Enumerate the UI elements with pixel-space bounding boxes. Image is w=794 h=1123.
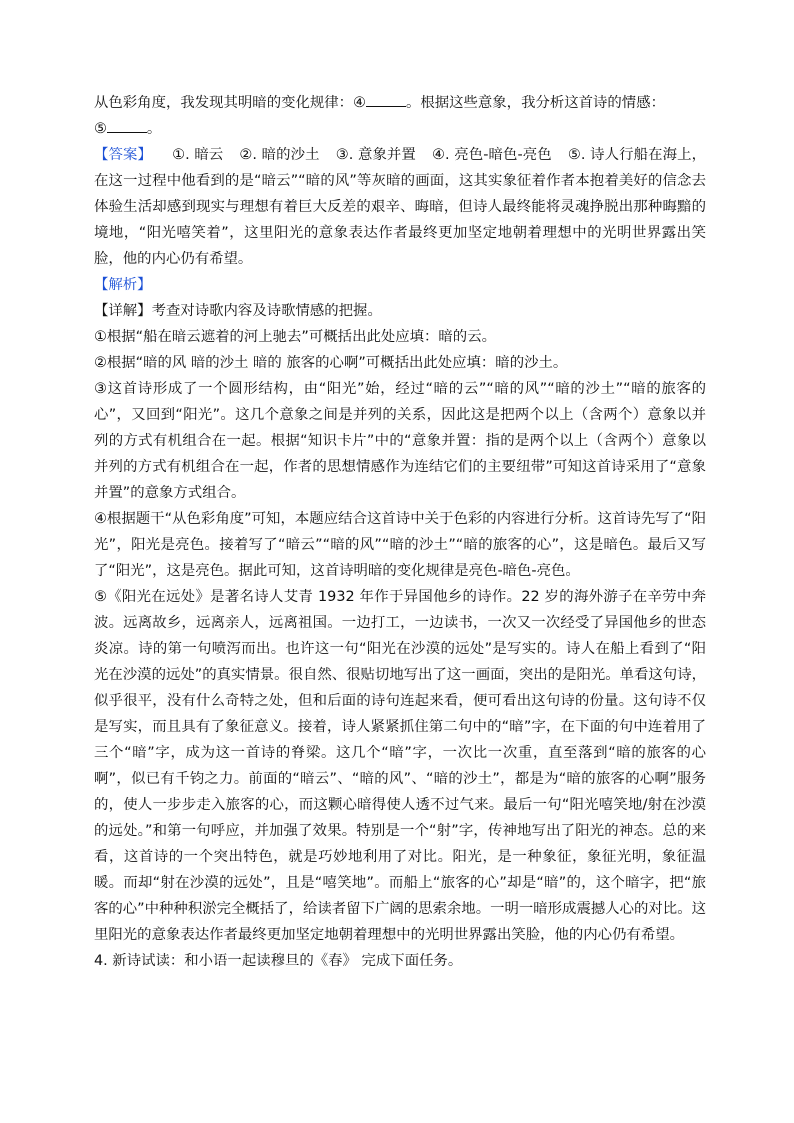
answer-item-2: ②. 暗的沙土 [239, 147, 320, 163]
analysis-point-3: ③这首诗形成了一个圆形结构，由“阳光”始，经过“暗的云”“暗的风”“暗的沙土”“暗的旅客的心”，又回到“阳光”。这几个意象之间是并列的关系，因此这是把两个以上（含两个）意象以并列的方式有机组合在一起。根据“知识卡片”中的“意象并置：指的是两个以上（含两个）意象以并列的方式有机组合在一起，作者的思想情感作为连结它们的主要纽带”可知这首诗采用了“意象并置”的意象方式组合。 [94, 381, 706, 501]
answer-tag: 【答案】 [94, 147, 152, 163]
document-page [94, 90, 706, 974]
answer-item-5: ⑤. 诗人行 [567, 147, 634, 163]
detail-tag: 【详解】 [94, 303, 152, 319]
answer-paragraph [94, 142, 706, 272]
next-question: 4. 新诗试读：和小语一起读穆旦的《春》 完成下面任务。 [94, 953, 463, 969]
circle-5: ⑤ [94, 121, 107, 137]
intro-end-5: 。 [146, 121, 162, 137]
intro-text-2: 。根据这些意象，我分析这首诗的情感： [405, 95, 665, 111]
answer-text: 船在海上，在这一过程中他看到的是“暗云”“暗的风”等灰暗的画面，这其实象征着作者本抱着美好的信念去体验生活却感到现实与理想有着巨大反差的艰辛、晦暗，但诗人最终能将灵魂挣脱出那种晦黯的境地，“阳光嘻笑着”，这里阳光的意象表达作者最终更加坚定地朝着理想中的光明世界露出笑脸，他的内心仍有希望。 [94, 147, 706, 267]
analysis-point-4: ④根据题干“从色彩角度”可知，本题应结合这首诗中关于色彩的内容进行分析。这首诗先写了“阳光”，阳光是亮色。接着写了“暗云”“暗的风”“暗的沙土”“暗的旅客的心”，这是暗色。最后又写了“阳光”，这是亮色。据此可知，这首诗明暗的变化规律是亮色-暗色-亮色。 [94, 511, 706, 579]
blank-5 [107, 118, 147, 133]
analysis-point-5: ⑤《阳光在远处》是著名诗人艾青 1932 年作于异国他乡的诗作。22 岁的海外游子在辛劳中奔波。远离故乡，远离亲人，远离祖国。一边打工，一边读书，一次又一次经受了异国他乡的世态炎凉。诗的第一句喷泻而出。也许这一句“阳光在沙漠的远处”是写实的。诗人在船上看到了“阳光在沙漠的远处”的真实情景。很自然、很贴切地写出了这一画面，突出的是阳光。单看这句诗，似乎很平，没有什么奇特之处，但和后面的诗句连起来看，便可看出这句诗的份量。这句诗不仅是写实，而且具有了象征意义。接着，诗人紧紧抓住第二句中的“暗”字，在下面的句中连着用了三个“暗”字，成为这一首诗的脊梁。这几个“暗”字，一次比一次重，直至落到“暗的旅客的心啊”，似已有千钧之力。前面的“暗云”、“暗的风”、“暗的沙土”，都是为“暗的旅客的心啊”服务的，使人一步步走入旅客的心，而这颗心暗得使人透不过气来。最后一句“阳光嘻笑地/射在沙漠的远处。”和第一句呼应，并加强了效果。特别是一个“射”字，传神地写出了阳光的神态。总的来看，这首诗的一个突出特色，就是巧妙地利用了对比。阳光，是一种象征，象征光明，象征温暖。而却“射在沙漠的远处”，且是“嘻笑地”。而船上“旅客的心”却是“暗”的，这个暗字，把“旅客的心”中种种积淤完全概括了，给读者留下广阔的思索余地。一明一暗形成震撼人心的对比。这里阳光的意象表达作者最终更加坚定地朝着理想中的光明世界露出笑脸，他的内心仍有希望。 [94, 589, 706, 943]
analysis-point-2: ②根据“暗的风 暗的沙土 暗的 旅客的心啊”可概括出此处应填：暗的沙土。 [94, 355, 568, 371]
intro-line [94, 90, 706, 116]
analysis-point-1: ①根据“船在暗云遮着的河上驰去”可概括出此处应填：暗的云。 [94, 329, 496, 345]
intro-line-5 [94, 116, 706, 142]
blank-4 [366, 92, 406, 107]
analysis-tag: 【解析】 [94, 277, 152, 293]
answer-item-3: ③. 意象并置 [335, 147, 416, 163]
detail-line [94, 298, 706, 324]
answer-item-4: ④. 亮色-暗色-亮色 [431, 147, 552, 163]
answer-item-1: ①. 暗云 [171, 147, 224, 163]
analysis-heading [94, 272, 706, 298]
detail-text: 考查对诗歌内容及诗歌情感的把握。 [151, 303, 382, 319]
intro-text-1: 从色彩角度，我发现其明暗的变化规律：④ [94, 95, 366, 111]
